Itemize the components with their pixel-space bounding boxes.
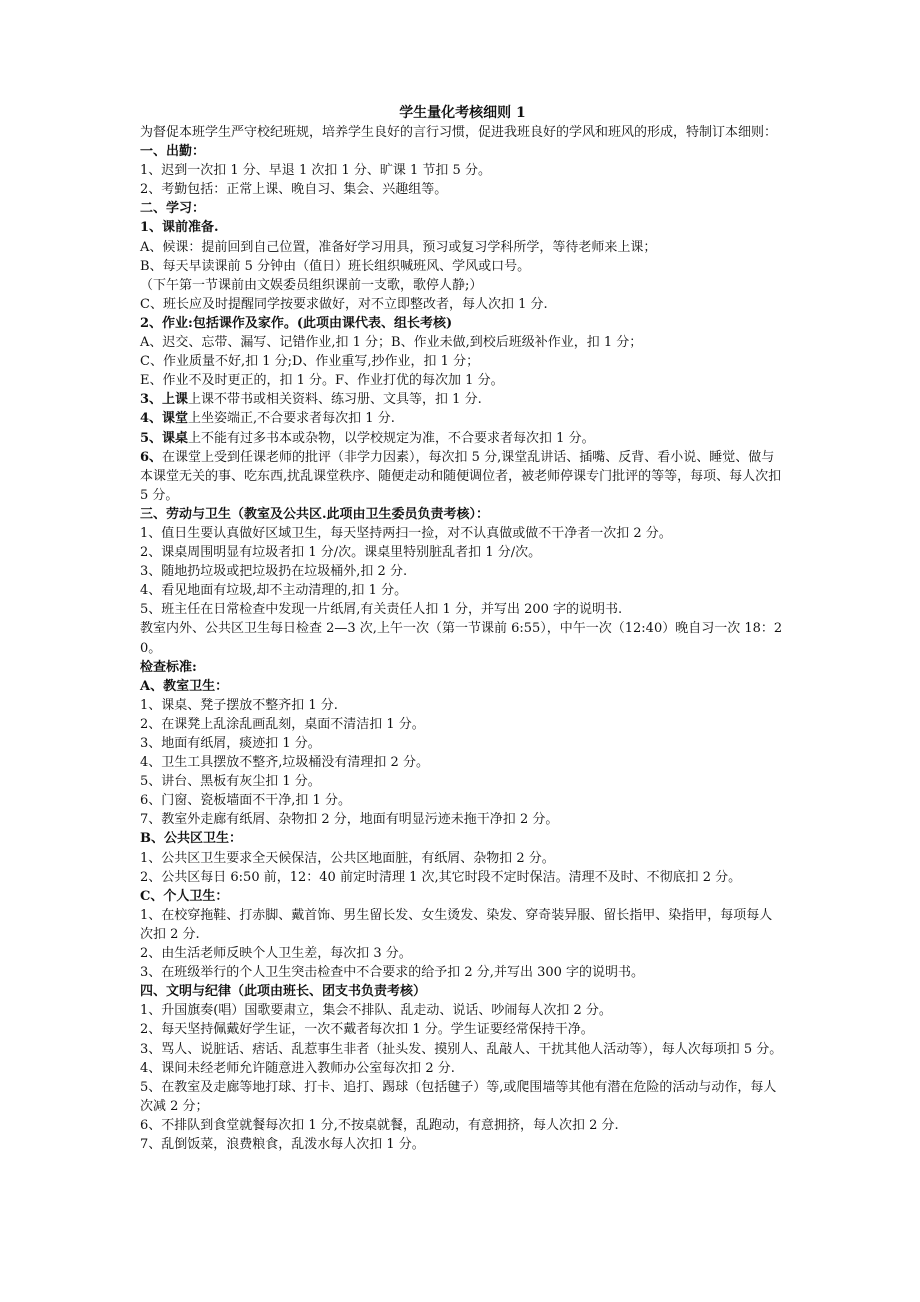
line-text: 7、教室外走廊有纸屑、杂物扣 2 分，地面有明显污迹未拖干净扣 2 分。 xyxy=(140,812,559,828)
line-text: 上不能有过多书本或杂物，以学校规定为准，不合要求者每次扣 1 分。 xyxy=(188,430,595,446)
paragraph-line xyxy=(140,123,785,142)
paragraph-line xyxy=(140,963,785,982)
paragraph-line xyxy=(140,524,785,543)
line-text: 2、考勤包括：正常上课、晚自习、集会、兴趣组等。 xyxy=(140,182,448,198)
line-text: E、作业不及时更正的，扣 1 分。F、作业打优的每次加 1 分。 xyxy=(140,373,504,389)
paragraph-line xyxy=(140,849,785,868)
line-text: 2、由生活老师反映个人卫生差，每次扣 3 分。 xyxy=(140,946,412,962)
section-heading xyxy=(140,887,785,906)
line-text: 4、课间未经老师允许随意进入教师办公室每次扣 2 分. xyxy=(140,1060,455,1076)
section-heading xyxy=(140,218,785,237)
paragraph-line xyxy=(140,734,785,753)
line-text: 2、在课凳上乱涂乱画乱刻，桌面不清洁扣 1 分。 xyxy=(140,716,425,732)
line-text: 检查标准: xyxy=(140,659,197,675)
paragraph-line xyxy=(140,715,785,734)
line-text: 5、班主任在日常检查中发现一片纸屑,有关责任人扣 1 分，并写出 200 字的说明书. xyxy=(140,602,623,618)
line-text: 4、看见地面有垃圾,却不主动清理的,扣 1 分。 xyxy=(140,583,408,599)
line-text: 3、骂人、说脏话、痞话、乱惹事生非者（扯头发、摸别人、乱敲人、干扰其他人活动等），每人次每项扣 5 分。 xyxy=(140,1041,783,1057)
line-text: 3、在班级举行的个人卫生突击检查中不合要求的给予扣 2 分,并写出 300 字的说明书。 xyxy=(140,965,645,981)
section-heading xyxy=(140,829,785,848)
line-text: 2、每天坚持佩戴好学生证，一次不戴者每次扣 1 分。学生证要经常保持干净。 xyxy=(140,1022,594,1038)
paragraph-line xyxy=(140,352,785,371)
paragraph-line xyxy=(140,448,785,505)
paragraph-line xyxy=(140,180,785,199)
line-text: 上坐姿端正,不合要求者每次扣 1 分. xyxy=(188,411,395,427)
paragraph-line xyxy=(140,619,785,657)
paragraph-line xyxy=(140,944,785,963)
paragraph-line xyxy=(140,429,785,448)
paragraph-line xyxy=(140,1078,785,1116)
line-text: C、班长应及时提醒同学按要求做好，对不立即整改者，每人次扣 1 分. xyxy=(140,296,548,312)
line-text: 1、课桌、凳子摆放不整齐扣 1 分. xyxy=(140,697,338,713)
line-text: 1、在校穿拖鞋、打赤脚、戴首饰、男生留长发、女生烫发、染发、穿奇装异服、留长指甲、染指甲，每项每人次扣 2 分. xyxy=(140,907,773,942)
line-text: 6、门窗、瓷板墙面不干净,扣 1 分。 xyxy=(140,793,351,809)
paragraph-line xyxy=(140,791,785,810)
line-text: （下午第一节课前由文娱委员组织课前一支歌，歌停人静;） xyxy=(140,277,483,293)
line-text: 上课不带书或相关资料、练习册、文具等，扣 1 分. xyxy=(188,392,482,408)
paragraph-line xyxy=(140,1040,785,1059)
paragraph-line xyxy=(140,161,785,180)
line-text: 6、不排队到食堂就餐每次扣 1 分,不按桌就餐，乱跑动，有意拥挤，每人次扣 2 分. xyxy=(140,1117,619,1133)
line-text: 1、公共区卫生要求全天候保洁，公共区地面脏，有纸屑、杂物扣 2 分。 xyxy=(140,850,555,866)
item-lead: 3、上课 xyxy=(140,392,189,408)
line-text: 1、课前准备. xyxy=(140,220,219,236)
line-text: 5、讲台、黑板有灰尘扣 1 分。 xyxy=(140,774,321,790)
paragraph-line xyxy=(140,696,785,715)
line-text: 四、文明与纪律（此项由班长、团支书负责考核） xyxy=(140,984,427,1000)
line-text: 2、课桌周围明显有垃圾者扣 1 分/次。课桌里特别脏乱者扣 1 分/次。 xyxy=(140,545,542,561)
paragraph-line xyxy=(140,257,785,276)
paragraph-line xyxy=(140,581,785,600)
paragraph-line xyxy=(140,295,785,314)
line-text: 一、出勤： xyxy=(140,144,206,160)
line-text: A、教室卫生： xyxy=(140,678,229,694)
line-text: 5、在教室及走廊等地打球、打卡、追打、踢球（包括毽子）等,或爬围墙等其他有潜在危险的活动与动作，每人次减 2 分； xyxy=(140,1079,777,1114)
document-title: 学生量化考核细则 1 xyxy=(399,105,526,121)
item-lead: 6、 xyxy=(140,449,163,465)
line-text: C、作业质量不好,扣 1 分;D、作业重写,抄作业，扣 1 分； xyxy=(140,354,480,370)
paragraph-line xyxy=(140,390,785,409)
line-text: 2、公共区每日 6:50 前，12：40 前定时清理 1 次,其它时段不定时保洁。清理不及时、不彻底扣 2 分。 xyxy=(140,869,742,885)
line-text: 在课堂上受到任课老师的批评（非学力因素），每次扣 5 分,课堂乱讲话、插嘴、反背、看小说、睡觉、做与本课堂无关的事、吃东西,扰乱课堂秩序、随便走动和随便调位者，被老师停课专门批评的等等，每项、每人次扣 5 分。 xyxy=(140,449,782,503)
paragraph-line xyxy=(140,409,785,428)
paragraph-line xyxy=(140,333,785,352)
item-lead: 5、课桌 xyxy=(140,430,189,446)
paragraph-line xyxy=(140,562,785,581)
line-text: C、个人卫生： xyxy=(140,888,229,904)
line-text: 1、值日生要认真做好区域卫生，每天坚持两扫一捡，对不认真做或做不干净者一次扣 2 分。 xyxy=(140,525,672,541)
section-heading xyxy=(140,505,785,524)
line-text: 3、随地扔垃圾或把垃圾扔在垃圾桶外,扣 2 分. xyxy=(140,564,408,580)
section-heading xyxy=(140,314,785,333)
line-text: 1、升国旗奏(唱）国歌要肃立，集会不排队、乱走动、说话、吵闹每人次扣 2 分。 xyxy=(140,1003,612,1019)
line-text: 教室内外、公共区卫生每日检查 2—3 次,上午一次（第一节课前 6:55），中午一次（12:40）晚自习一次 18：20。 xyxy=(140,621,783,656)
line-text: B、公共区卫生： xyxy=(140,831,242,847)
paragraph-line xyxy=(140,371,785,390)
line-text: 4、卫生工具摆放不整齐,垃圾桶没有清理扣 2 分。 xyxy=(140,755,429,771)
line-text: 7、乱倒饭菜，浪费粮食，乱泼水每人次扣 1 分。 xyxy=(140,1136,425,1152)
paragraph-line xyxy=(140,906,785,944)
section-heading xyxy=(140,982,785,1001)
line-text: 三、劳动与卫生（教室及公共区.此项由卫生委员负责考核）： xyxy=(140,506,490,522)
item-lead: 4、课堂 xyxy=(140,411,189,427)
paragraph-line xyxy=(140,1001,785,1020)
paragraph-line xyxy=(140,600,785,619)
line-text: B、每天早读课前 5 分钟由（值日）班长组织喊班风、学风或口号。 xyxy=(140,258,531,274)
paragraph-line xyxy=(140,543,785,562)
line-text: A、候课：提前回到自己位置，准备好学习用具，预习或复习学科所学，等待老师来上课； xyxy=(140,239,657,255)
section-heading xyxy=(140,658,785,677)
document-body xyxy=(140,104,785,1154)
line-text: 二、学习： xyxy=(140,201,206,217)
paragraph-line xyxy=(140,753,785,772)
document-lines xyxy=(140,123,785,1154)
paragraph-line xyxy=(140,276,785,295)
paragraph-line xyxy=(140,868,785,887)
line-text: 2、作业:包括课作及家作。(此项由课代表、组长考核) xyxy=(140,315,453,331)
paragraph-line xyxy=(140,1116,785,1135)
section-heading xyxy=(140,199,785,218)
paragraph-line xyxy=(140,1135,785,1154)
paragraph-line xyxy=(140,810,785,829)
section-heading xyxy=(140,142,785,161)
paragraph-line xyxy=(140,1020,785,1039)
section-heading xyxy=(140,677,785,696)
paragraph-line xyxy=(140,238,785,257)
line-text: A、迟交、忘带、漏写、记错作业,扣 1 分；B、作业未做,到校后班级补作业，扣 1 分； xyxy=(140,335,643,351)
line-text: 1、迟到一次扣 1 分、早退 1 次扣 1 分、旷课 1 节扣 5 分。 xyxy=(140,163,491,179)
paragraph-line xyxy=(140,772,785,791)
line-text: 为督促本班学生严守校纪班规，培养学生良好的言行习惯，促进我班良好的学风和班风的形成，特制订本细则： xyxy=(140,125,778,140)
paragraph-line xyxy=(140,1059,785,1078)
line-text: 3、地面有纸屑，痰迹扣 1 分。 xyxy=(140,736,321,751)
